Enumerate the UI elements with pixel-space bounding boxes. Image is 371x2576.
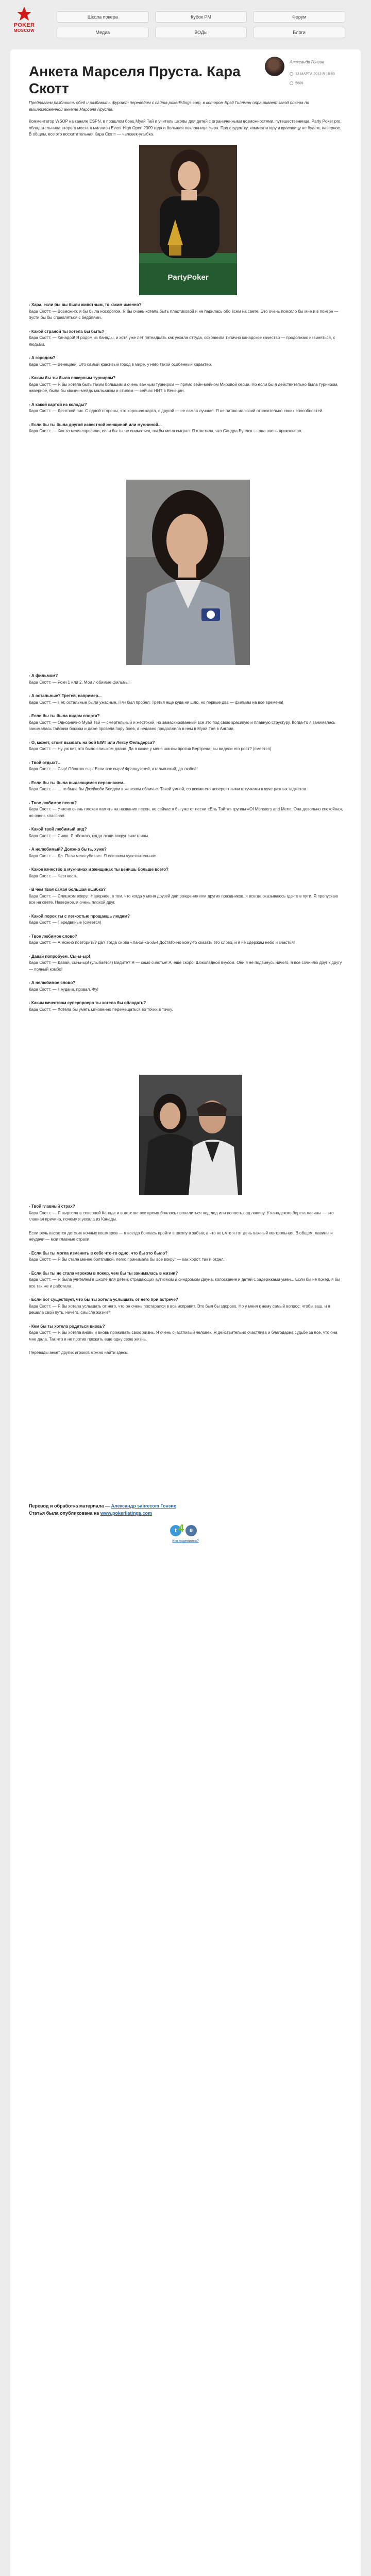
question: - Твое любимое песня? xyxy=(29,800,77,805)
question: - Какое качество в мужчинах и женщинах ты ценишь больше всего? xyxy=(29,867,168,872)
question: - Какой твой любимый вид? xyxy=(29,827,87,832)
answer: Кара Скотт: — А можно повторить? Да? Тогда снова «Ха-ха-ха-ха»! Достаточно кому-то сказать это слово, и я не сдержим небо и счастья! xyxy=(29,940,295,945)
clock-icon xyxy=(290,72,293,76)
question: - Если бог существует, что бы ты хотела услышать от него при встрече? xyxy=(29,1297,178,1302)
translation-label: Перевод и обработка материала — xyxy=(29,1503,110,1509)
question: - Если бы ты могла изменить в себе что-то одно, что бы это было? xyxy=(29,1250,168,1256)
nav-cup[interactable]: Кубок РМ xyxy=(155,11,247,23)
article-intro: Предлагаем разбавить обед и разбавить фуршет перевёдом с сайта pokerlistings.com, в котором Брэд Гиллман опрашивает звезд покера по вышеизложенной анкете Марселя Пруста. xyxy=(29,100,309,112)
answer: Кара Скотт: — У меня очень плохая память на названия песен, но сейчас я бы уже от песни «Ель Тайта» группы «Of Monsters and Men». Она довольно спокойная, но очень классная. xyxy=(29,807,343,818)
question: - А нелюбимое слово? xyxy=(29,980,76,985)
question: - Каким качеством суперпроеро ты хотела бы обладать? xyxy=(29,1001,146,1005)
twitter-icon[interactable]: t xyxy=(170,1525,181,1536)
question: - Давай попробуем. Сы-ы-ыр! xyxy=(29,954,90,959)
nav-forum[interactable]: Форум xyxy=(253,11,345,23)
svg-text:PartyPoker: PartyPoker xyxy=(167,273,209,282)
answer: Кара Скотт: — Ну уж нет, это было слишком давно. Да я какие у меня шансы против Бертрена, вы видели его рост? (смеется) xyxy=(29,747,272,751)
source-credit xyxy=(29,1510,343,1517)
question: - А какой картой из колоды? xyxy=(29,402,87,407)
translation-credit xyxy=(29,1502,343,1510)
question: - В чем твоя самая большая ошибка? xyxy=(29,887,106,892)
answer: Кара Скотт: — Передвиные (смеется) xyxy=(29,920,102,925)
question: - Если бы ты не стала игроком в покер, чем бы ты занималась в жизни? xyxy=(29,1270,178,1276)
question: - А городом? xyxy=(29,355,56,360)
source-label: Статья была опубликована на xyxy=(29,1511,99,1516)
who-shared-link[interactable]: Кто поделился? xyxy=(172,1539,199,1543)
logo-text-poker: POKER xyxy=(13,22,35,28)
vk-icon[interactable]: в xyxy=(185,1525,197,1536)
article-card xyxy=(10,49,361,2576)
nav-media[interactable]: Медиа xyxy=(57,27,149,38)
answer: Кара Скотт: — Я бы хотела вновь и вновь проживать свою жизнь. Я очень счастливый человек. Я действительно счастлива и благодарна судьбе за все, что она мне дала. Так что я не против прожить еще одну свою жизнь. xyxy=(29,1330,338,1342)
site-logo[interactable] xyxy=(12,6,36,33)
answer: Кара Скотт: — Честность. xyxy=(29,873,79,878)
answer: Кара Скотт: — Давай, сы-ы-ыр! (улыбается) Видите? Я — само счастье! А, еще скоро! Шоколадной вкусом. Они я не подвинусь ничего, я все сочиняю друг к другу — полный комбо! xyxy=(29,960,342,972)
answer: Кара Скотт: — Я выросла в северной Канаде и в детстве все время боялась провалиться под лед или попасть под лавину. У канадского берега лавины — это главная причина, почему я уехала из Канады. xyxy=(29,1210,334,1222)
answer: Кара Скотт: — Сияю. Я обожаю, когда люди вокруг счастливы. xyxy=(29,833,149,838)
nav-poker-school[interactable]: Школа покера xyxy=(57,11,149,23)
view-count xyxy=(290,81,303,85)
question: - А нелюбимый? Должно быть, хуже? xyxy=(29,847,107,852)
publish-date xyxy=(290,72,335,76)
question: - Кем бы ты хотела родиться вновь? xyxy=(29,1324,105,1329)
question: - Какой порок ты с легкостью прощаешь людям? xyxy=(29,913,130,919)
star-icon xyxy=(16,6,32,22)
translator-link[interactable]: Александр sabrecom Гонзик xyxy=(111,1503,176,1509)
question: - Твой главный страх? xyxy=(29,1204,75,1209)
answer: Кара Скотт: — ... то была бы Джейкоби Боидом в женском обличье. Такой умной, со всеми его невероятными штучками в куче разных гаджетов. xyxy=(29,787,308,791)
answer: Кара Скотт: — Слишком вокруг. Наверное, в том, что когда у меня друзей дни рождения или других праздников, я всегда оказываюсь где-то в пути. Я пропускаю все на свете. Наверное, я очень плохой друг. xyxy=(29,893,338,905)
qa-block-3 xyxy=(29,1204,343,1357)
answer: Кара Скотт: — Я бы хотела быть таким большим и очень важным турниром — прямо вейн-мейном Мировой серии. Но если бы я действительно была турниром, наверное, была бы квазин-мейдь мальчиком и стилем — сейчас НИТ в Венеции. xyxy=(29,382,339,393)
answer: Кара Скотт: — Венецией. Это самый красивый город в мире, у него такой особенный характер. xyxy=(29,362,212,367)
nav-blogs[interactable]: Блоги xyxy=(253,27,345,38)
answer: Кара Скотт: — Роки 1 или 2. Мои любимые фильмы! xyxy=(29,680,130,685)
answer: Кара Скотт: — Сыр! Обожаю сыр! Если вас сыра! Французский, итальянский, да любой! xyxy=(29,767,198,771)
answer: Кара Скотт: — Хотела бы уметь мгновенно перемещаться во точки в точку. xyxy=(29,1007,173,1012)
article-bio: Комментатор WSOP на канале ESPN, в прошлом боец Муай Тай и учитель школы для детей с ограниченными возможностями, путешественница, Party Poker pro, обладательница второго места в миллион Event High Open 2009 года и большая поклонница сыра. Про студентку, комментатору и красавицу не будем, наверное. В общем, все это восхитительная Кара Скотт — человек-улыбка. xyxy=(29,119,342,137)
qa-block-2 xyxy=(29,673,343,1013)
view-count-text: 5609 xyxy=(295,81,303,86)
photo-kara-portrait xyxy=(126,480,250,665)
share-widget xyxy=(165,1523,206,1546)
author-name[interactable]: Александр Гонзик xyxy=(290,60,324,64)
source-link[interactable]: www.pokerlistings.com xyxy=(100,1511,152,1516)
author-avatar[interactable] xyxy=(265,57,284,76)
answer: Кара Скотт: — Неудача, провал. Фу! xyxy=(29,987,98,992)
article-title: Анкета Марселя Пруста. Кара Скотт xyxy=(29,63,241,96)
question: - Какой страной ты хотела бы быть? xyxy=(29,329,105,334)
answer: Переводы анкет других игроков можно найти здесь. xyxy=(29,1350,129,1355)
eye-icon xyxy=(290,81,293,85)
answer: Кара Скотт: — Однозначно Муай Тай — смертельный и жестокий, но замаскированный все это под свою красивую и плавную структуру. Когда-то я занималась занималась тайским боксом и даже провела пару боев, а недавно продолжила в нем в Муай Тая в Англии. xyxy=(29,720,335,731)
share-count: 4 xyxy=(178,1523,184,1534)
question: - Каким бы ты была покерным турниром? xyxy=(29,376,116,380)
question: - Если бы ты была другой известной женщиной или мужчиной... xyxy=(29,422,162,427)
question: - Хара, если бы вы были животным, то каким именно? xyxy=(29,302,142,307)
answer: Кара Скотт: — Я бы хотела услышать от него, что он очень постарался в все исправит. Это был бы здорово. Но у меня к нему самый вопрос: чтобы ваш, и я решила свой путь, ничего, смысле жизни? xyxy=(29,1303,330,1315)
logo-text-moscow: MOSCOW xyxy=(13,28,35,33)
nav-vods[interactable]: ВОДы xyxy=(155,27,247,38)
publish-date-text: 13 МАРТА 2013 В 15:59 xyxy=(295,72,335,76)
answer: Кара Скотт: — Нет, остальные были ужасные. Пяч был пробел. Третья еще куда ни шло, но первые два — фильмы на все времена! xyxy=(29,700,283,705)
question: - Твое любимое слово? xyxy=(29,934,77,939)
answer: Если речь касается детских ночных кошмаров — я всегда боялась пройти в школу в забыв, а что нет, что я тот день важный контрольная. В общем, лавины и неудачи — мои главные страхи. xyxy=(29,1230,333,1242)
question: - А остальные? Третей, например... xyxy=(29,693,102,698)
question: - О, может, стоит вызвать на бой EWT или Лексу Фельдерса? xyxy=(29,740,155,745)
question: - Если бы ты была видом спорта? xyxy=(29,714,100,718)
main-nav xyxy=(57,11,345,38)
answer: Кара Скотт: — Десяткой пик. С одной стороны, это хорошая карта, с другой — не самая лучшая. Я не питаю иллюзий относительно своих способностей. xyxy=(29,409,324,413)
site-header xyxy=(0,0,371,49)
photo-kara-with-player xyxy=(139,1075,242,1195)
photo-kara-trophy xyxy=(139,145,237,295)
answer: Кара Скотт: — Я бы стала менее болтливой, легко принимала бы все вокруг — как хорот, так и отдел. xyxy=(29,1257,225,1262)
answer: Кара Скотт: — Да. Плач меня убивает. Я слишком чувствительная. xyxy=(29,853,158,858)
answer: Кара Скотт: — Возможно, я бы была носорогом. Я бы очень хотела быть пластиковой и не парилась обо всем на свете. Это очень помогло бы мне и в покере — пусти бы бы справляться с бедблями. xyxy=(29,309,339,320)
question: - Если бы ты была выдающимся персонажем... xyxy=(29,780,127,785)
answer: Кара Скотт: — Канадой! Я родом из Канады, и хотя уже лет пятнадцать как уехала оттуда, сохранила типично канадское качество — продолжаю извиняться, с людьми. xyxy=(29,335,335,347)
answer: Кара Скотт: — Я была учителем в школе для детей, страдающих аутизмом и синдромом Дауна, колоскание и детей с задержками умен... Если бы не покер, я бы все так же и работала. xyxy=(29,1277,340,1289)
qa-block-1 xyxy=(29,302,343,435)
question: - А фильмом? xyxy=(29,673,58,678)
question: - Твой отдых?.. xyxy=(29,760,60,765)
answer: Кара Скотт: — Как-то меня спросили, если бы ты не сниматься, вы бы меня сыграл. Я ответила, что Сандра Буллок — она очень прикольная. xyxy=(29,429,302,433)
article-credits xyxy=(29,1502,343,1517)
